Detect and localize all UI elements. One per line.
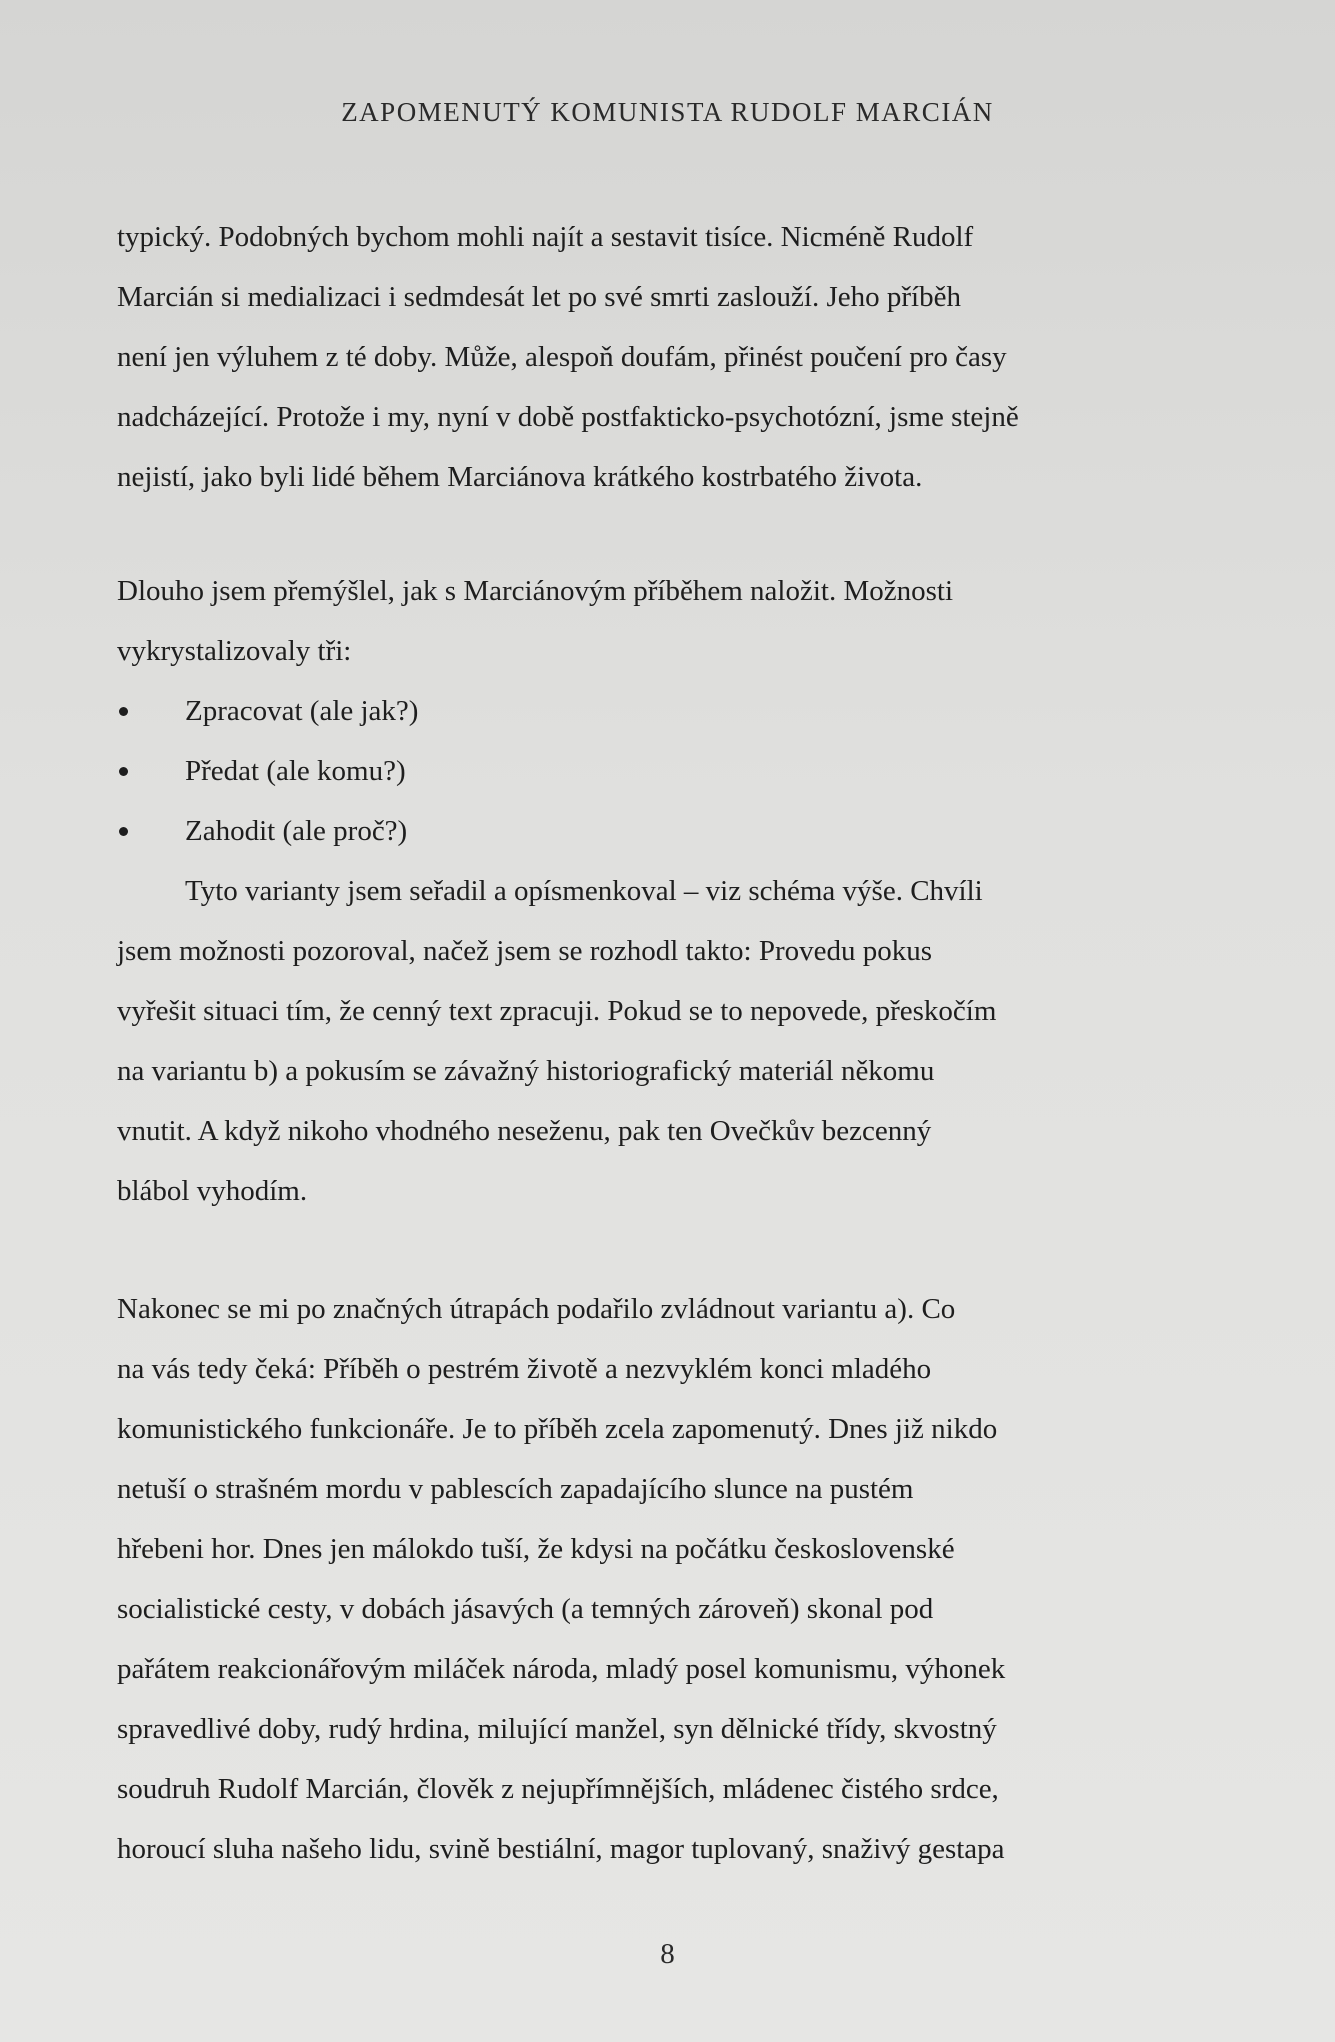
list-item: [117, 741, 1217, 801]
paragraph-4: Nakonec se mi po značných útrapách podařilo zvládnout variantu a). Co na vás tedy čeká: Příběh o pestrém životě a nezvyklém konci mladého komunistického funkcionáře. Je to příběh zcela zapomenutý. Dnes již nikdo netuší o strašném mordu v pablescích zapadajícího slunce na pustém hřebeni hor. Dnes jen málokdo tuší, že kdysi na počátku československé socialistické cesty, v dobách jásavých (a temných zároveň) skonal pod pařátem reakcionářovým miláček národa, mladý posel komunismu, výhonek spravedlivé doby, rudý hrdina, milující manžel, syn dělnické třídy, skvostný soudruh Rudolf Marcián, člověk z nejupřímnějších, mládenec čistého srdce, horoucí sluha našeho lidu, svině bestiální, magor tuplovaný, snaživý gestapa: [117, 1293, 1006, 1865]
list-item-text: Zpracovat (ale jak?): [185, 695, 419, 727]
list-item-text: Zahodit (ale proč?): [185, 815, 408, 847]
paragraph-1: typický. Podobných bychom mohli najít a sestavit tisíce. Nicméně Rudolf Marcián si medializaci i sedmdesát let po své smrti zaslouží. Jeho příběh není jen výluhem z té doby. Může, alespoň doufám, přinést poučení pro časy nadcházející. Protože i my, nyní v době postfakticko-psychotózní, jsme stejně nejistí, jako byli lidé během Marciánova krátkého kostrbatého života.: [117, 221, 1019, 493]
page-number: 8: [660, 1938, 675, 1970]
list-item-text: Předat (ale komu?): [185, 755, 406, 787]
paragraph-3: [117, 861, 1227, 1221]
bullet-icon: [119, 767, 128, 776]
running-header: ZAPOMENUTÝ KOMUNISTA RUDOLF MARCIÁN: [341, 97, 994, 127]
paragraph-3-text: Tyto varianty jsem seřadil a opísmenkoval – viz schéma výše. Chvíli jsem možnosti pozoroval, načež jsem se rozhodl takto: Provedu pokus vyřešit situaci tím, že cenný text zpracuji. Pokud se to nepovede, přeskočím na variantu b) a pokusím se závažný historiografický materiál někomu vnutit. A když nikoho vhodného neseženu, pak ten Ovečkův bezcenný blábol vyhodím.: [117, 875, 997, 1207]
list-item: [117, 681, 1217, 741]
list-item: [117, 801, 1217, 861]
paragraph-2: Dlouho jsem přemýšlel, jak s Marciánovým příběhem naložit. Možnosti vykrystalizovaly tři:: [117, 575, 954, 667]
bullet-icon: [119, 827, 128, 836]
options-list: [117, 681, 1217, 861]
bullet-icon: [119, 707, 128, 716]
